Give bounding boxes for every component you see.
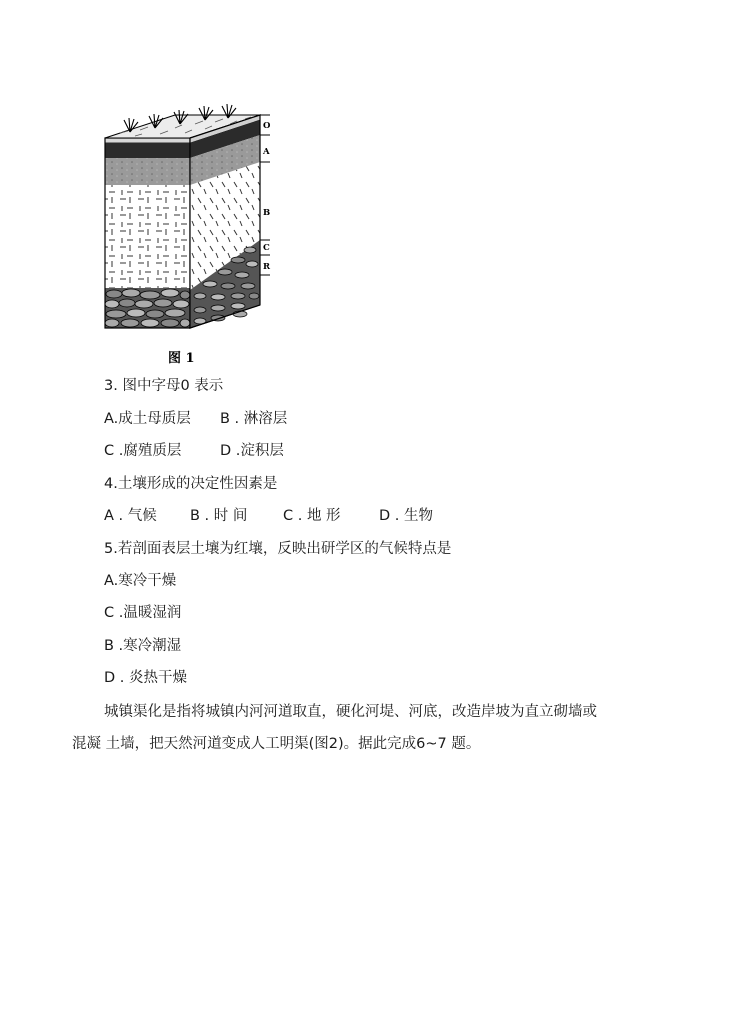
q4-stem: 4.土壤形成的决定性因素是: [104, 476, 278, 492]
label-o: O: [263, 121, 271, 131]
label-r: R: [263, 262, 271, 272]
passage-line-2: 混凝 土墙，把天然河道变成人工明渠(图2)。据此完成6~7 题。: [72, 736, 481, 752]
soil-profile-diagram: [100, 100, 275, 368]
label-c: C: [263, 243, 270, 253]
q3-option-a[interactable]: A.成土母质层: [104, 411, 191, 427]
layer-a-grey: [105, 158, 190, 185]
q5-stem: 5.若剖面表层土壤为红壤，反映出研学区的气候特点是: [104, 541, 452, 557]
q5-option-c[interactable]: C .温暖湿润: [104, 605, 182, 621]
passage-line-1: 城镇渠化是指将城镇内河河道取直，硬化河堤、河底，改造岸坡为直立砌墙或: [104, 704, 597, 720]
passage: [72, 696, 662, 760]
q5-option-a[interactable]: A.寒冷干燥: [104, 573, 177, 589]
q3-options-row2: [104, 441, 284, 461]
q3-stem: 3. 图中字母0 表示: [104, 378, 224, 394]
q4-options-row: [104, 506, 433, 526]
q4-option-b[interactable]: B . 时 间: [190, 508, 248, 524]
q3-option-d[interactable]: D .淀积层: [220, 443, 284, 459]
q4-option-c[interactable]: C . 地 形: [283, 508, 341, 524]
label-a: A: [263, 147, 270, 157]
soil-profile-figure: [100, 100, 275, 368]
q5-option-d[interactable]: D . 炎热干燥: [104, 670, 187, 686]
q3-options-row1: [104, 409, 287, 429]
layer-a-dark: [105, 143, 190, 158]
layer-b: [105, 185, 190, 290]
q3-option-c[interactable]: C .腐殖质层: [104, 443, 182, 459]
label-b: B: [263, 208, 271, 218]
q5-option-b[interactable]: B .寒冷潮湿: [104, 638, 182, 654]
q4-option-a[interactable]: A . 气候: [104, 508, 157, 524]
q3-option-b[interactable]: B . 淋溶层: [220, 411, 288, 427]
figure-caption: 图 1: [168, 351, 195, 366]
q4-option-d[interactable]: D . 生物: [379, 508, 433, 524]
layer-rock: [105, 288, 190, 328]
layer-o-front: [105, 138, 190, 143]
